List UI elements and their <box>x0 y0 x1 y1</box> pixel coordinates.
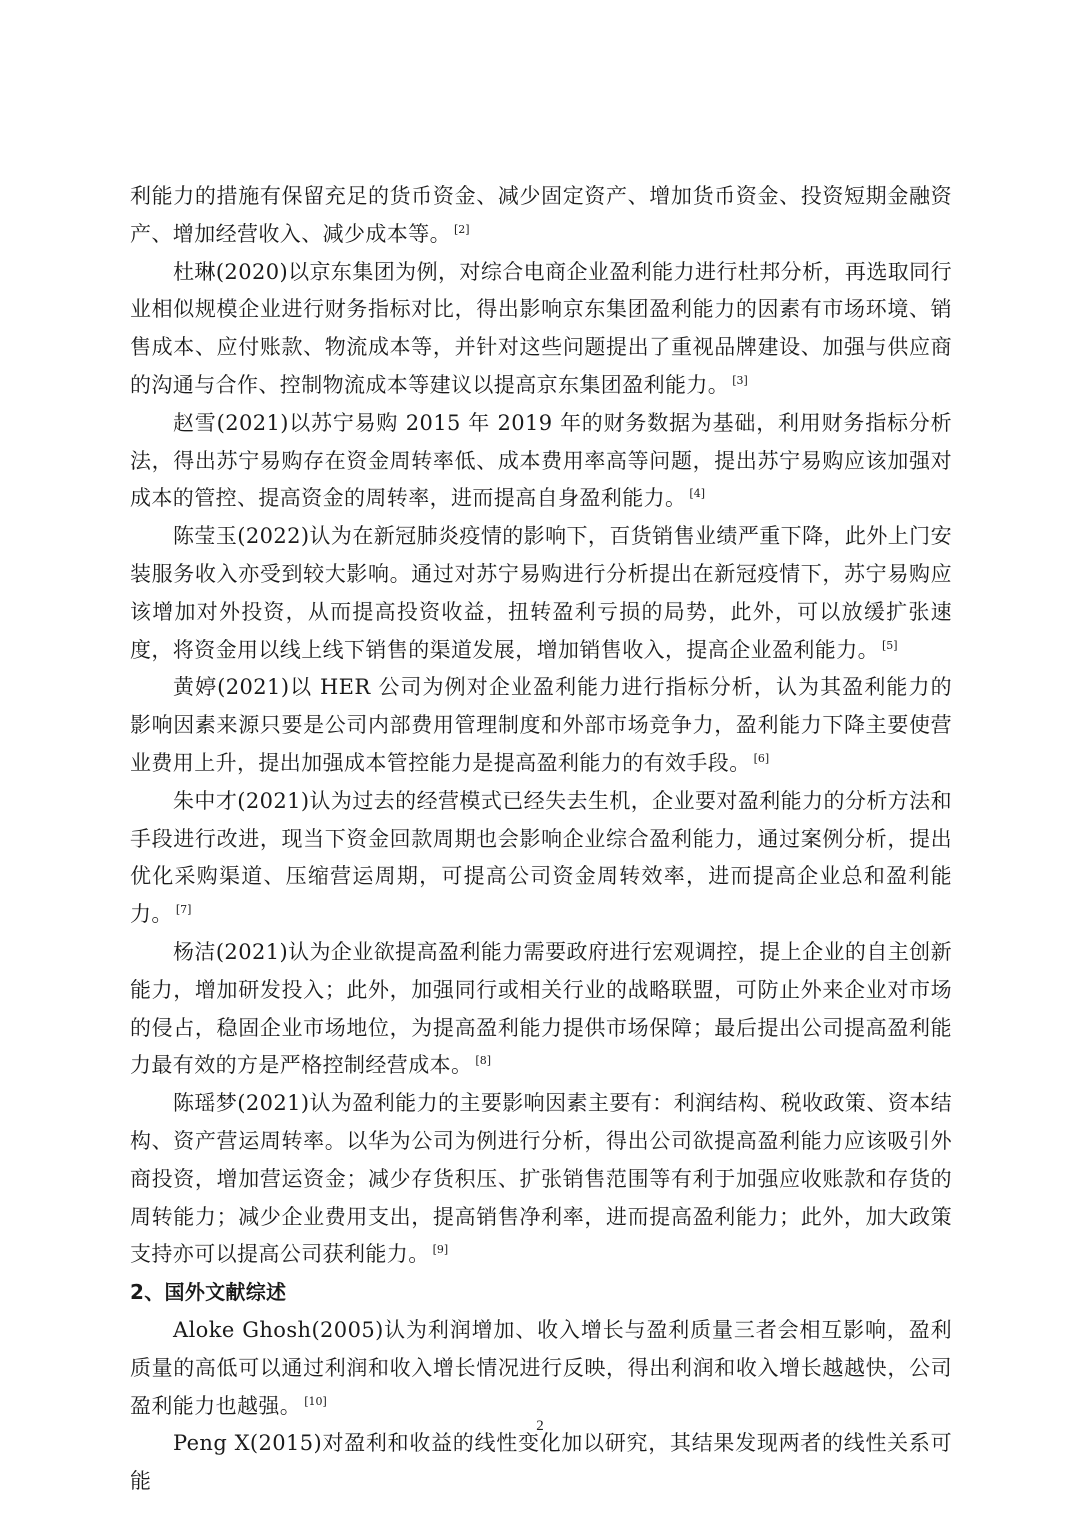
paragraph-text: 朱中才(2021)认为过去的经营模式已经失去生机，企业要对盈利能力的分析方法和手段进行改进，现当下资金回款周期也会影响企业综合盈利能力，通过案例分析，提出优化采购渠道、压缩营运周期，可提高公司资金周转效率，进而提高企业总和盈利能力。 <box>130 788 952 927</box>
paragraph-text: 黄婷(2021)以 HER 公司为例对企业盈利能力进行指标分析，认为其盈利能力的影响因素来源只要是公司内部费用管理制度和外部市场竞争力，盈利能力下降主要使营业费用上升，提出加强成本管控能力是提高盈利能力的有效手段。 <box>130 675 952 775</box>
paragraph-text: Aloke Ghosh(2005)认为利润增加、收入增长与盈利质量三者会相互影响，盈利质量的高低可以通过利润和收入增长情况进行反映，得出利润和收入增长越越快，公司盈利能力也越强。 <box>130 1317 952 1418</box>
paragraph-huang-ting <box>130 669 952 782</box>
paragraph-aloke-ghosh <box>130 1312 952 1425</box>
citation-ref: [4] <box>689 487 705 501</box>
citation-ref: [9] <box>432 1243 449 1257</box>
citation-ref: [3] <box>732 373 748 387</box>
citation-ref: [10] <box>304 1394 327 1408</box>
paragraph-text: 赵雪(2021)以苏宁易购 2015 年 2019 年的财务数据为基础，利用财务指标分析法，得出苏宁易购存在资金周转率低、成本费用率高等问题，提出苏宁易购应该加强对成本的管控、提高资金的周转率，进而提高自身盈利能力。 <box>130 410 952 511</box>
paragraph-text: 陈瑶梦(2021)认为盈利能力的主要影响因素主要有：利润结构、税收政策、资本结构、资产营运周转率。以华为公司为例进行分析，得出公司欲提高盈利能力应该吸引外商投资，增加营运资金；减少存货积压、扩张销售范围等有利于加强应收账款和存货的周转能力；减少企业费用支出，提高销售净利率，进而提高盈利能力；此外，加大政策支持亦可以提高公司获利能力。 <box>130 1091 952 1267</box>
paragraph-yang-jie <box>130 934 952 1085</box>
paragraph-chen-yingyu <box>130 518 952 669</box>
paragraph-text: 陈莹玉(2022)认为在新冠肺炎疫情的影响下，百货销售业绩严重下降，此外上门安装服务收入亦受到较大影响。通过对苏宁易购进行分析提出在新冠疫情下，苏宁易购应该增加对外投资，从而提高投资收益，扭转盈利亏损的局势，此外，可以放缓扩张速度，将资金用以线上线下销售的渠道发展，增加销售收入，提高企业盈利能力。 <box>130 524 952 662</box>
page-number: 2 <box>536 1418 544 1434</box>
paragraph-zhao-xue <box>130 405 952 518</box>
citation-ref: [6] <box>753 751 770 765</box>
paragraph-text: 利能力的措施有保留充足的货币资金、减少固定资产、增加货币资金、投资短期金融资产、增加经营收入、减少成本等。 <box>130 184 952 246</box>
citation-ref: [5] <box>882 638 898 652</box>
paragraph-zhu-zhongcai <box>130 783 952 934</box>
paragraph-text: 杜琳(2020)以京东集团为例，对综合电商企业盈利能力进行杜邦分析，再选取同行业相似规模企业进行财务指标对比，得出影响京东集团盈利能力的因素有市场环境、销售成本、应付账款、物流成本等，并针对这些问题提出了重视品牌建设、加强与供应商的沟通与合作、控制物流成本等建议以提高京东集团盈利能力。 <box>130 259 952 397</box>
citation-ref: [7] <box>175 903 192 917</box>
paragraph-text: 杨洁(2021)认为企业欲提高盈利能力需要政府进行宏观调控，提上企业的自主创新能力，增加研发投入；此外，加强同行或相关行业的战略联盟，可防止外来企业对市场的侵占，稳固企业市场地位，为提高盈利能力提供市场保障；最后提出公司提高盈利能力最有效的方是严格控制经营成本。 <box>130 939 952 1078</box>
body-text <box>130 178 952 1501</box>
paragraph-du-lin <box>130 254 952 405</box>
citation-ref: [8] <box>475 1054 491 1068</box>
citation-ref: [2] <box>454 222 470 236</box>
paragraph-chen-yaomeng <box>130 1085 952 1274</box>
paragraph-text: Peng X(2015)对盈利和收益的线性变化加以研究，其结果发现两者的线性关系可能 <box>130 1431 952 1494</box>
paragraph-peng-x <box>130 1425 952 1501</box>
section-heading: 2、国外文献综述 <box>130 1280 287 1305</box>
paragraph-continuation <box>130 178 952 254</box>
